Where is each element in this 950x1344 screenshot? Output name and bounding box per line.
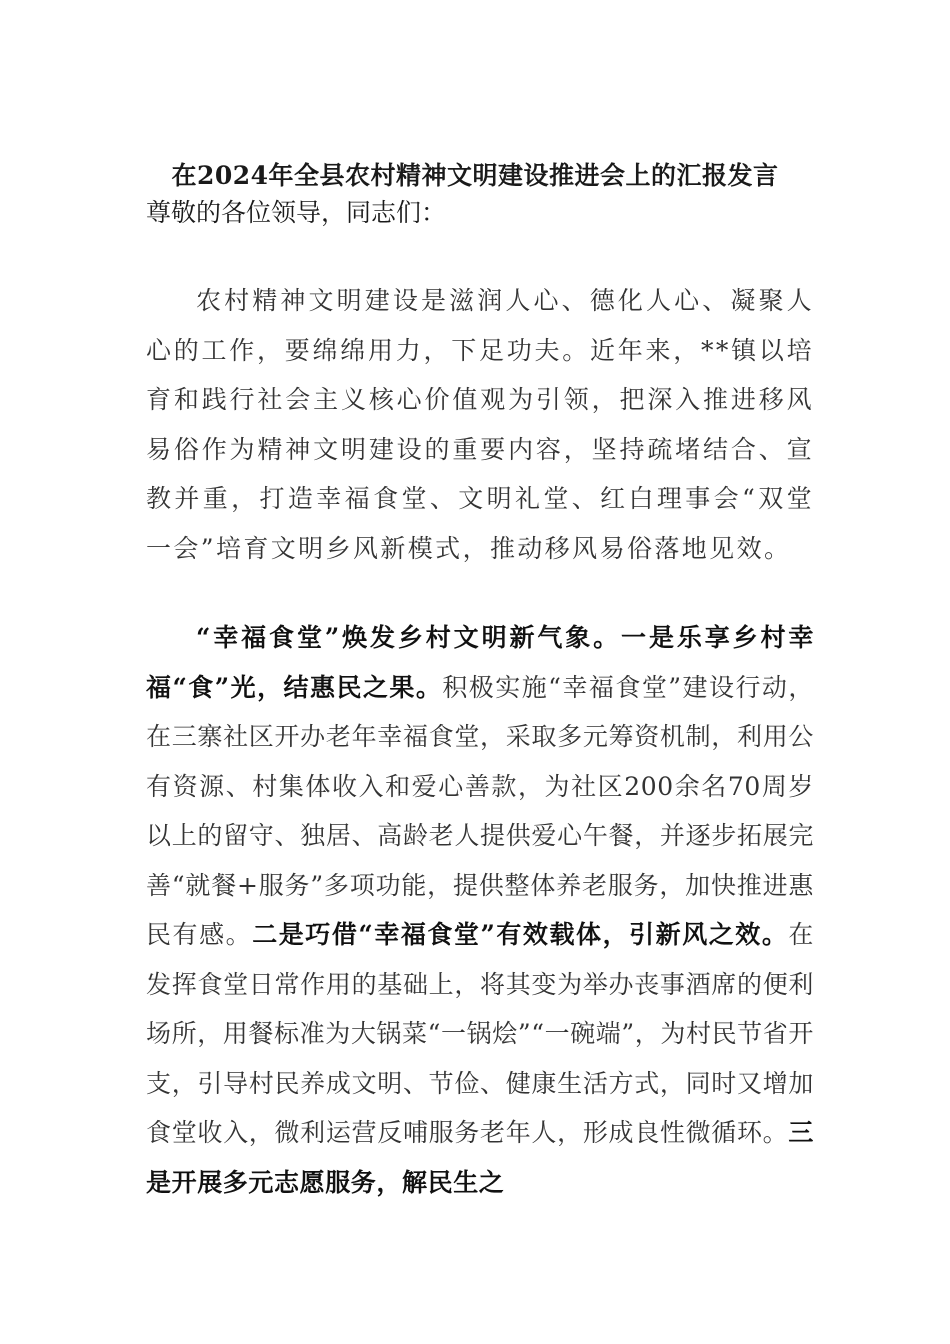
section-heading: “幸福食堂”焕发乡村文明新气象。: [196, 623, 622, 652]
point2-text: 在发挥食堂日常作用的基础上，将其变为举办丧事酒席的便利场所，用餐标准为大锅菜“一锅烩”“一碗端”，为村民节省开支，引导村民养成文明、节俭、健康生活方式，同时又增加食堂收入，微利运营反哺服务老年人，形成良性微循环。: [146, 920, 814, 1147]
intro-paragraph: 农村精神文明建设是滋润人心、德化人心、凝聚人心的工作，要绵绵用力，下足功夫。近年来，**镇以培育和践行社会主义核心价值观为引领，把深入推进移风易俗作为精神文明建设的重要内容，坚持疏堵结合、宣教并重，打造幸福食堂、文明礼堂、红白理事会“双堂一会”培育文明乡风新模式，推动移风易俗落地见效。: [146, 286, 814, 563]
document-title: 在2024年全县农村精神文明建设推进会上的汇报发言: [171, 161, 779, 190]
point1-text: 积极实施“幸福食堂”建设行动，在三寨社区开办老年幸福食堂，采取多元筹资机制，利用公有资源、村集体收入和爱心善款，为社区200余名70周岁以上的留守、独居、高龄老人提供爱心午餐，并逐步拓展完善“就餐+服务”多项功能，提供整体养老服务，加快推进惠民有感。: [146, 672, 814, 949]
point1-title: 一是乐享乡村幸福“食”光，结惠民之果。: [146, 623, 814, 702]
point2-title: 二是巧借“幸福食堂”有效载体，引新风之效。: [252, 920, 789, 949]
point3-title: 三是开展多元志愿服务，解民生之: [146, 1118, 814, 1197]
section-paragraph: [146, 613, 814, 1207]
salutation: 尊敬的各位领导，同志们：: [146, 198, 447, 227]
